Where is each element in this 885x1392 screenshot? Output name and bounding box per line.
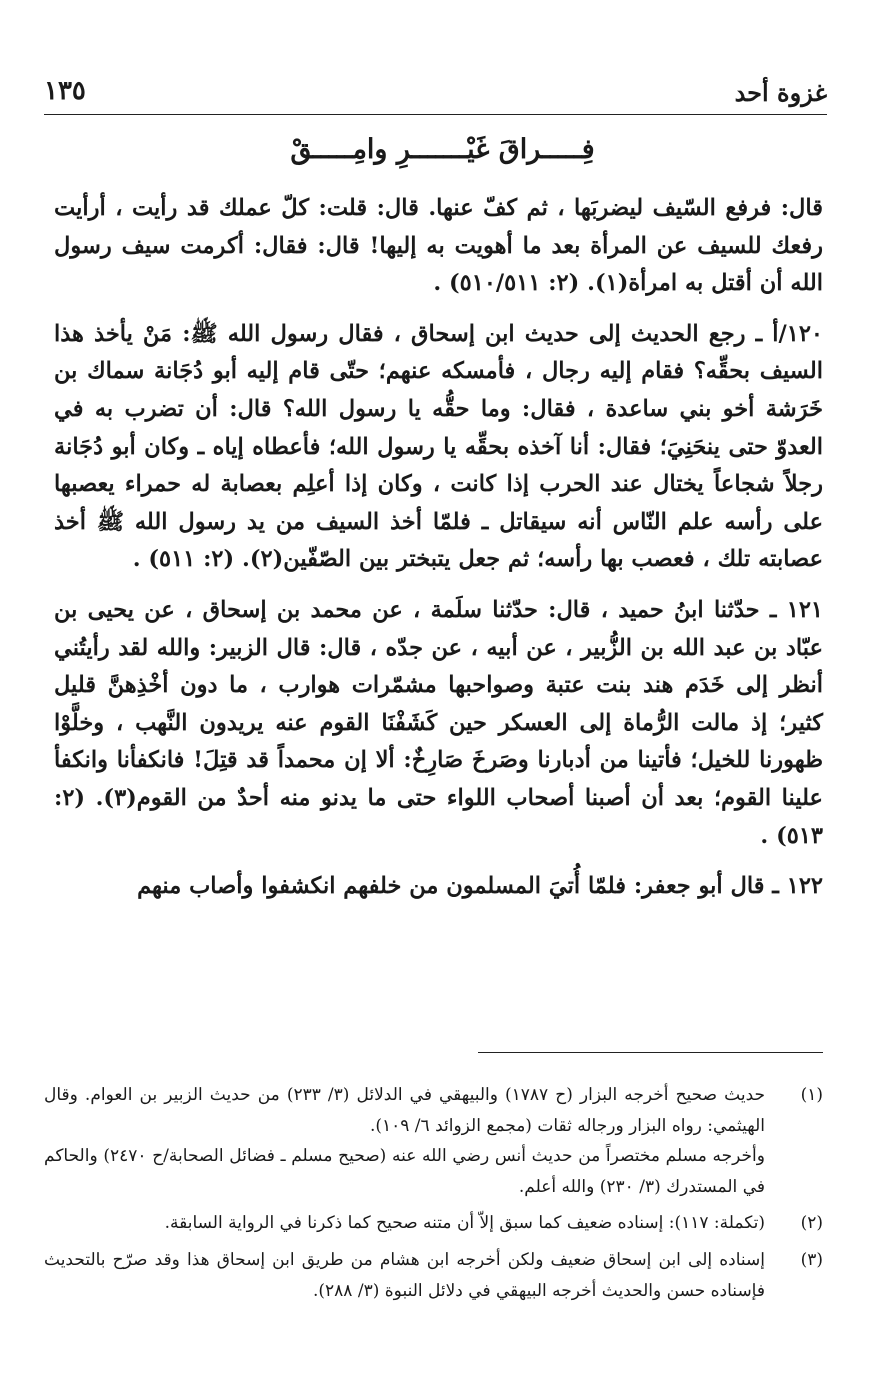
footnote-text: حديث صحيح أخرجه البزار (ح ١٧٨٧) والبيهقي في الدلائل (٣/ ٢٣٣) من حديث الزبير بن العوام. وقال الهيثمي: رواه البزار ورجاله ثقات (مجمع الزوائد ٦/ ١٠٩). — [44, 1085, 765, 1136]
footnote-text: وأخرجه مسلم مختصراً من حديث أنس رضي الله عنه (صحيح مسلم ـ فضائل الصحابة/ح ٢٤٧٠) والحاكم في المستدرك (٣/ ٢٣٠) والله أعلم. — [44, 1146, 765, 1197]
header-rule — [44, 114, 827, 115]
footnote-2 — [44, 1208, 823, 1239]
footnote-rule — [478, 1052, 823, 1053]
footnote-number: (١) — [800, 1085, 823, 1105]
footnote-number: (٢) — [800, 1213, 823, 1234]
running-title: غزوة أحد — [734, 78, 827, 107]
body-text — [54, 190, 823, 919]
footnote-text: إسناده إلى ابن إسحاق ضعيف ولكن أخرجه ابن هشام من طريق ابن إسحاق هذا وقد صرّح بالتحديث فإسناده حسن والحديث أخرجه البيهقي في دلائل النبوة (٣/ ٢٨٨). — [44, 1249, 765, 1301]
footnote-1 — [44, 1080, 823, 1202]
paragraph-2: ١٢٠/أ ـ رجع الحديث إلى حديث ابن إسحاق ، فقال رسول الله ﷺ: مَنْ يأخذ هذا السيف بحقِّه؟ فقام إليه رجال ، فأمسكه عنهم؛ حتّى قام إليه أبو دُجَانة سماك بن خَرَشة أخو بني ساعدة ، فقال: وما حقُّه يا رسول الله؟ قال: أن تضرب به في العدوّ حتى ينحَنِيَ؛ فقال: أنا آخذه بحقِّه يا رسول الله؛ فأعطاه إياه ـ وكان أبو دُجَانة رجلاً شجاعاً يختال عند الحرب إذا كانت ، وكان إذا أعلِم بعصابة له حمراء يعصبها على رأسه علم النّاس أنه سيقاتل ـ فلمّا أخذ السيف من يد رسول الله ﷺ أخذ عصابته تلك ، فعصب بها رأسه؛ ثم جعل يتبختر بين الصّفّين(٢). (٢: ٥١١) . — [54, 320, 823, 573]
paragraph-3: ١٢١ ـ حدّثنا ابنُ حميد ، قال: حدّثنا سلَمة ، عن محمد بن إسحاق ، عن يحيى بن عبّاد بن عبد الله بن الزُّبير ، عن أبيه ، عن جدّه ، قال: قال الزبير: والله لقد رأيتُني أنظر إلى خَدَم هند بنت عتبة وصواحبها مشمّرات هوارب ، ما دون أخْذِهنَّ قليل كثير؛ إذ مالت الرُّماة إلى العسكر حين كَشَفْنَا القوم عنه يريدون النَّهب ، وخلَّوْا ظهورنا للخيل؛ فأتينا من أدبارنا وصَرخَ صَارِخٌ: ألا إن محمداً قد قتِلَ! فانكفأنا وانكفأ علينا القوم؛ بعد أن أصبنا أصحاب اللواء حتى ما يدنو منه أحدٌ من القوم(٣). (٢: ٥١٣) . — [54, 596, 823, 849]
footnotes — [44, 1080, 823, 1312]
footnote-number: (٣) — [800, 1249, 823, 1270]
paragraph-1: قال: فرفع السّيف ليضربَها ، ثم كفّ عنها. قال: قلت: كلّ عملك قد رأيت ، أرأيت رفعك للسيف عن المرأة بعد ما أهويت به إليها! قال: فقال: أكرمت سيف رسول الله أن أقتل به امرأة(١). (٢: ٥١٠/٥١١) . — [54, 195, 823, 297]
running-head — [44, 74, 827, 112]
paragraph-4: ١٢٢ ـ قال أبو جعفر: فلمّا أُتيَ المسلمون من خلفهم انكشفوا وأصاب منهم — [137, 873, 823, 900]
section-heading: فِـــــراقَ غَيْـــــــرِ وامِـــــقْ — [290, 134, 595, 165]
footnote-3 — [44, 1245, 823, 1306]
page-number: ١٣٥ — [44, 76, 86, 106]
footnote-text: (تكملة: ١١٧): إسناده ضعيف كما سبق إلاّ أن متنه صحيح كما ذكرنا في الرواية السابقة. — [164, 1213, 765, 1234]
